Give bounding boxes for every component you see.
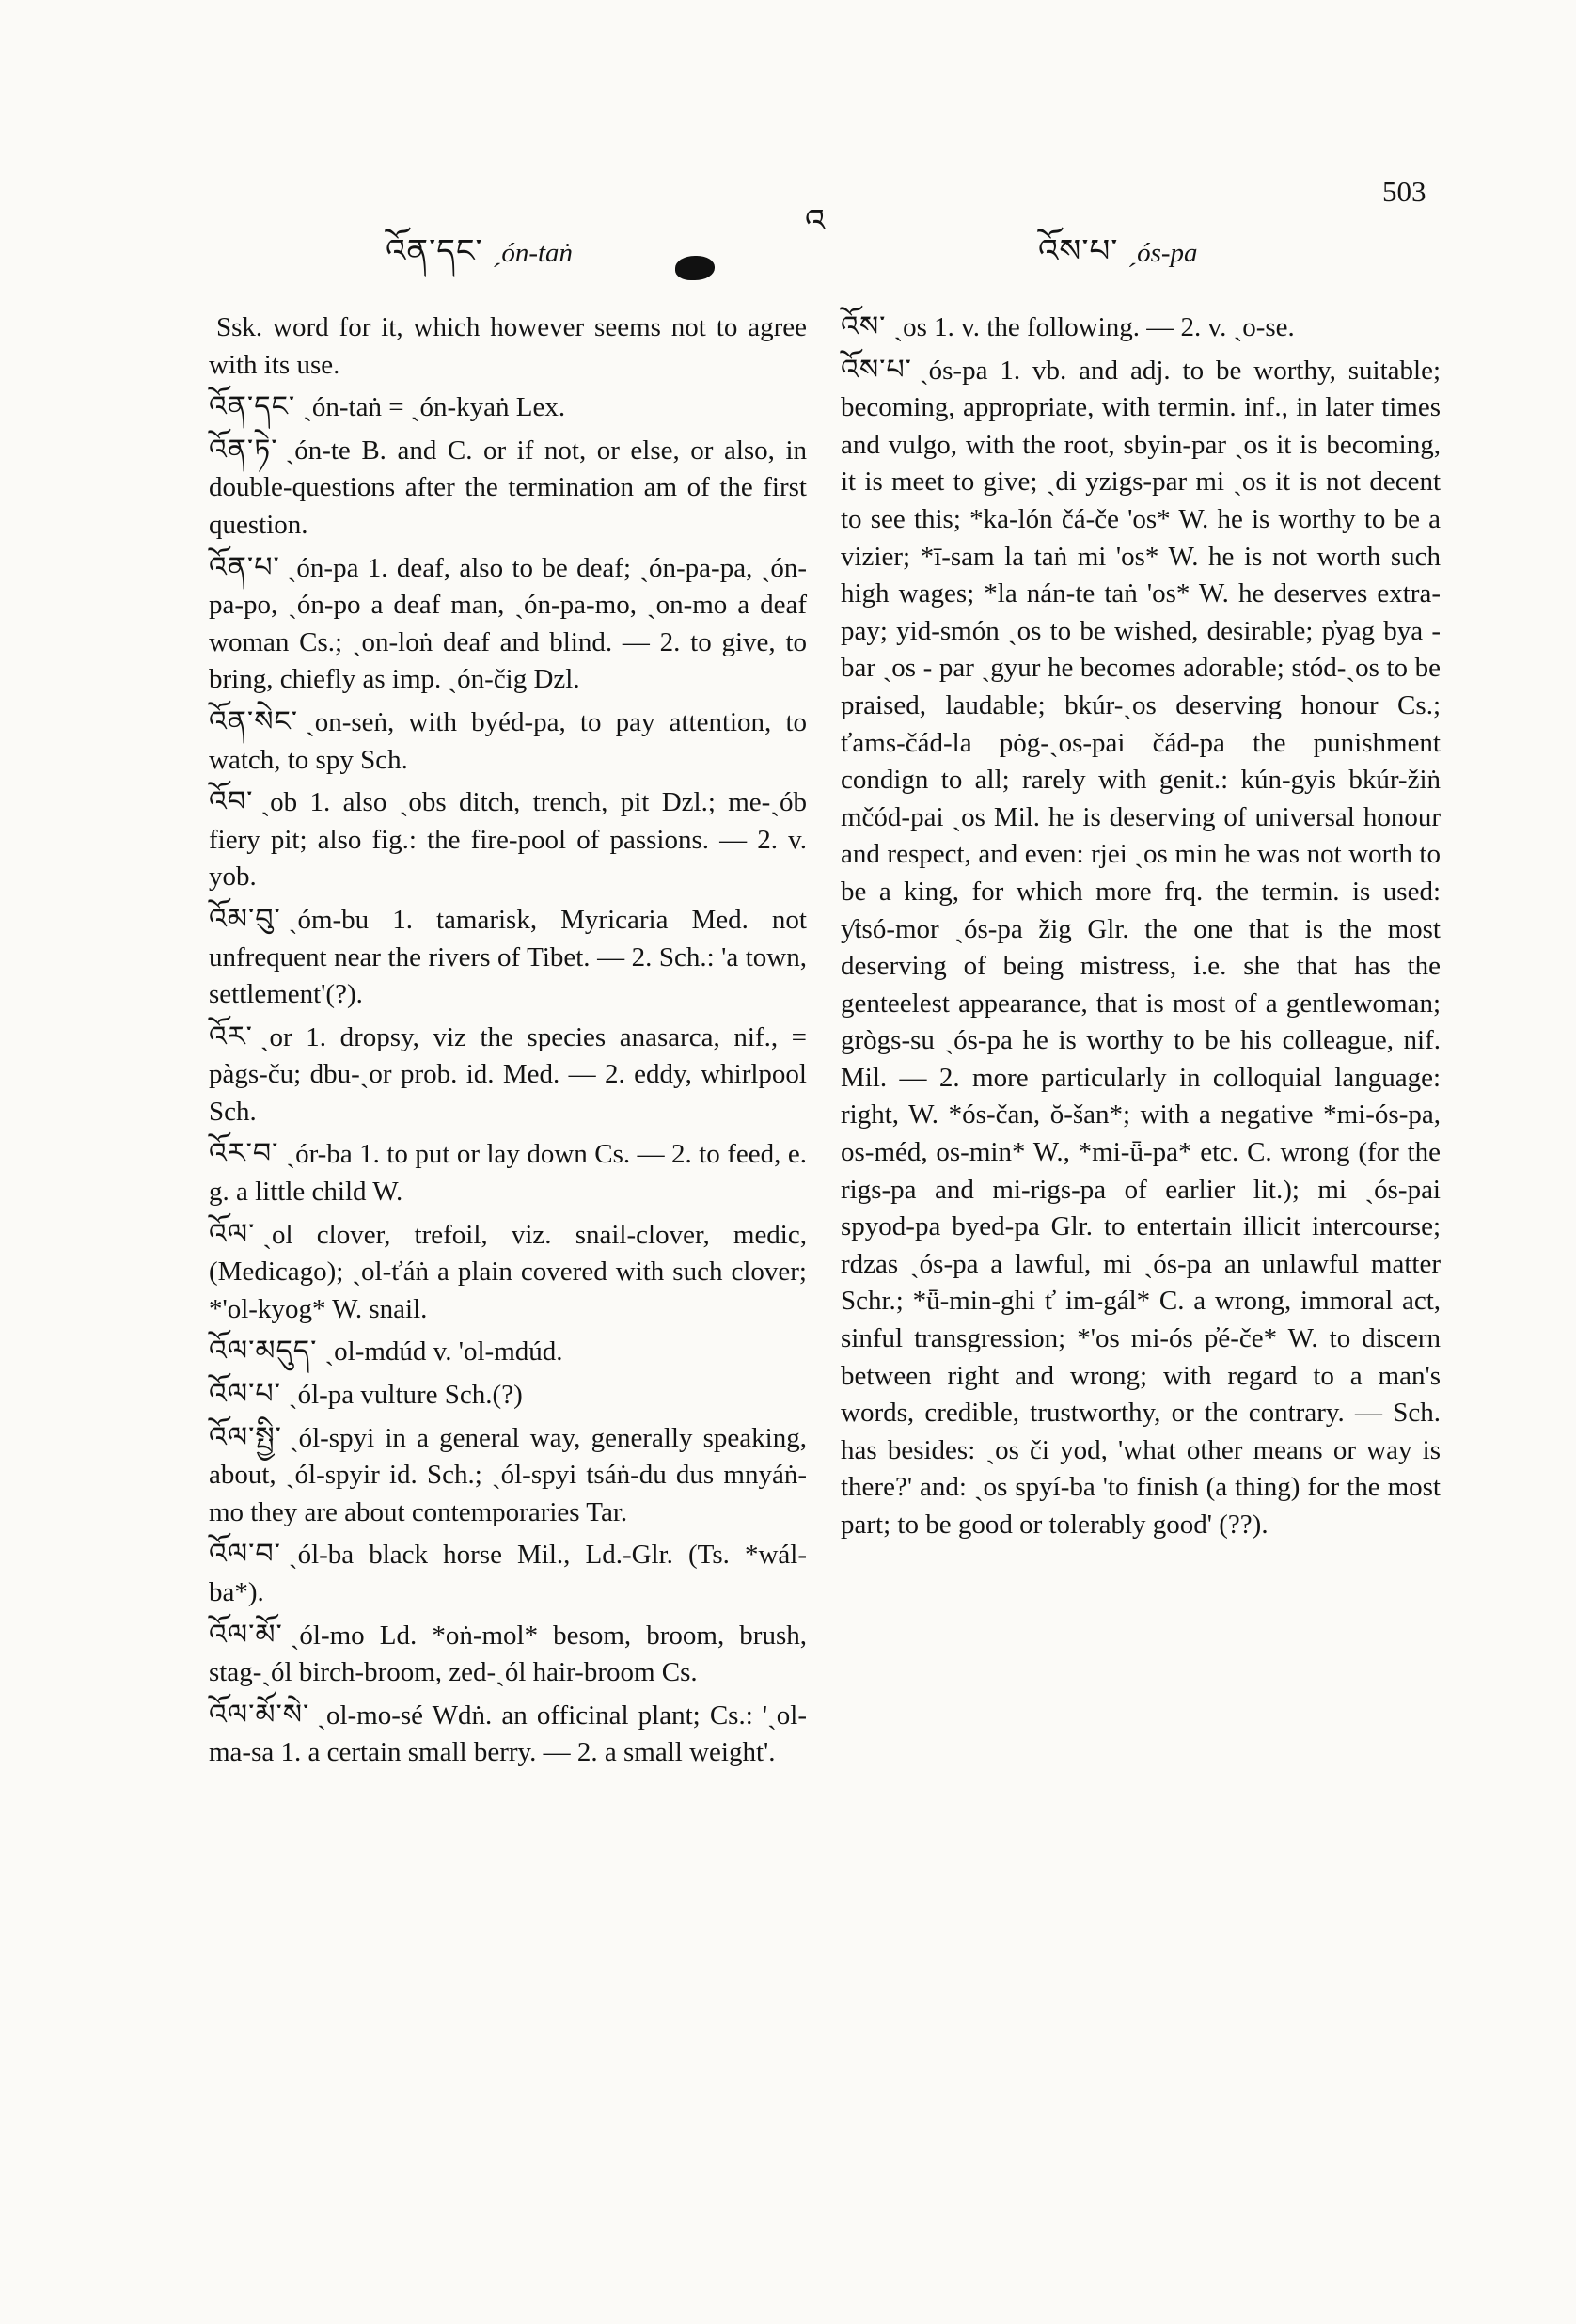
running-head-right-tibetan: འོས་པ་ (1038, 232, 1119, 270)
dictionary-entry (841, 308, 1441, 347)
entry-headword-tibetan: འོལ་མོ་ (209, 1618, 283, 1652)
entry-text: ˏor 1. dropsy, viz the species anasarca, nif., = pàgs-ču; dbu-ˏor prob. id. Med. — 2. eddy, whirlpool Sch. (209, 1021, 807, 1127)
entry-headword-tibetan: འོན་སེང་ (209, 704, 299, 738)
entry-text: ˏós-pa 1. vb. and adj. to be worthy, suitable; becoming, appropriate, with termin. inf., in later times and vulgo, with the root, sbyin-par ˏos it is becoming, it is meet to give; ˏdi yzigs-par mi ˏos it is not decent to see this; *ka-lón čá-če 'os* W. he is worthy to be a vizier; *ī-sam la taṅ mi 'os* W. he is not worth such high wages; *la nán-te taṅ 'os* W. he deserves extra-pay; yid-smón ˏos to be wished, desirable; p̓yag bya - bar ˏos - par ˏgyur he becomes adorable; stód-ˏos to be praised, laudable; bkúr-ˏos deserving honour Cs.; ťams-čád-la pȯg-ˏos-pai čád-pa the punishment condign to all; rarely with genit.: kún-gyis bkúr-žiṅ mčód-pai ˏos Mil. he is deserving of universal honour and respect, and even: rjei ˏos min he was not worth to be a king, for which more frq. the termin. is used: ƴtsó-mor ˏós-pa žig Glr. the one that is the most deserving of being mistress, i.e. she that has the genteelest appearance, that is most of a gentlewoman; grògs-su ˏós-pa he is worthy to be his colleague, nif. Mil. — 2. more particularly in colloquial language: right, W. *ós-čan, ŏ-šan*; with a negative *mi-ós-pa, os-méd, os-min* W., *mi-ǖ-pa* etc. C. wrong (for the rigs-pa and mi-rigs-pa of earlier lit.); mi ˏós-pai spyod-pa byed-pa Glr. to entertain illicit intercourse; rdzas ˏós-pa a lawful, mi ˏós-pa an unlawful matter Schr.; *ǖ-min-ghi ť im-gál* C. a wrong, immoral act, sinful transgression; *'os mi-ós p̓é-če* W. to discern between right and wrong; with regard to a man's words, credible, trustworthy, or the contrary. — Sch. has besides: ˏos či yod, 'what other means or way is there?' and: ˏos spyí-ba 'to finish (a thing) for the most part; to be good or tolerably good' (??). (841, 355, 1441, 1540)
entry-text: ˏón-te B. and C. or if not, or else, or also, in double-questions after the termination am of the first question. (209, 435, 807, 540)
entry-headword-tibetan: འོས་ (841, 310, 887, 343)
entry-headword-tibetan: འོན་ཏེ་ (209, 433, 278, 466)
running-head-middle (805, 184, 835, 275)
running-head-right (1038, 214, 1198, 305)
dictionary-entry (841, 352, 1441, 1544)
page-number: 503 (1382, 175, 1426, 208)
entry-text: ˏos 1. v. the following. — 2. v. ˏo-se. (893, 312, 1295, 342)
left-column (209, 308, 807, 1777)
dictionary-entry (209, 1419, 807, 1532)
entry-headword-tibetan: འོལ་མོ་སེ་ (209, 1698, 310, 1731)
entry-headword-tibetan: འོལ་བ་ (209, 1538, 281, 1572)
entry-text: ˏob 1. also ˏobs ditch, trench, pit Dzl.; me-ˏób fiery pit; also fig.: the fire-pool of passions. — 2. v. yob. (209, 787, 807, 893)
entry-text: ˏon-seṅ, with byéd-pa, to pay attention, to watch, to spy Sch. (209, 706, 807, 775)
entry-text: ˏól-pa vulture Sch.(?) (288, 1380, 523, 1411)
entry-headword-tibetan: འོར་ (209, 1020, 253, 1053)
entry-text: ˏol clover, trefoil, viz. snail-clover, medic, (Medicago); ˏol-ťáṅ a plain covered with such clover; *'ol-kyog* W. snail. (209, 1219, 807, 1324)
running-head-middle-tibetan: འ (805, 202, 827, 240)
entry-text: Ssk. word for it, which however seems not to agree with its use. (209, 312, 807, 380)
running-head-left (386, 214, 573, 305)
dictionary-entry (209, 1216, 807, 1329)
entry-text: ˏól-ba black horse Mil., Ld.-Glr. (Ts. *wál-ba*). (209, 1540, 807, 1607)
entry-headword-tibetan: འོལ་པ་ (209, 1378, 281, 1412)
ink-blot-ornament (675, 256, 715, 280)
entry-text: ˏól-mo Ld. *oṅ-mol* besom, broom, brush, stag-ˏól birch-broom, zed-ˏól hair-broom Cs. (209, 1620, 807, 1688)
entry-headword-tibetan: འོལ་ (209, 1217, 256, 1251)
entry-headword-tibetan: འོལ་སྤྱི་ (209, 1420, 282, 1454)
dictionary-entry (209, 783, 807, 896)
entry-headword-tibetan: འོར་བ་ (209, 1137, 279, 1171)
entry-text: ˏol-mo-sé Wdṅ. an officinal plant; Cs.: 'ˏol-ma-sa 1. a certain small berry. — 2. a small weight'. (209, 1700, 807, 1768)
dictionary-entry (209, 432, 807, 545)
dictionary-entry (209, 1135, 807, 1210)
entry-text: ˏór-ba 1. to put or lay down Cs. — 2. to feed, e. g. a little child W. (209, 1139, 807, 1208)
running-head-left-translit: ˏón-taṅ (492, 238, 574, 268)
entry-text: ˏón-pa 1. deaf, also to be deaf; ˏón-pa-pa, ˏón-pa-po, ˏón-po a deaf man, ˏón-pa-mo, ˏon-mo a deaf woman Cs.; ˏon-loṅ deaf and blind. — 2. to give, to bring, chiefly as imp. ˏón-čig Dzl. (209, 552, 807, 695)
dictionary-entry (209, 308, 807, 384)
dictionary-entry (209, 704, 807, 779)
dictionary-entry (209, 1333, 807, 1371)
entry-text: ˏol-mdúd v. 'ol-mdúd. (324, 1336, 563, 1368)
right-column (841, 308, 1441, 1549)
dictionary-entry (209, 549, 807, 699)
entry-text: ˏóm-bu 1. tamarisk, Myricaria Med. not unfrequent near the rivers of Tibet. — 2. Sch.: 'a town, settlement'(?). (209, 904, 807, 1010)
entry-headword-tibetan: འོམ་བུ་ (209, 902, 281, 936)
entry-headword-tibetan: འོན་པ་ (209, 550, 280, 584)
dictionary-entry (209, 388, 807, 427)
running-head-right-translit: ˏós-pa (1127, 238, 1198, 268)
entry-headword-tibetan: འོབ་ (209, 785, 254, 819)
dictionary-entry (209, 1697, 807, 1772)
entry-headword-tibetan: འོན་དང་ (209, 390, 296, 424)
entry-text: ˏón-taṅ = ˏón-kyaṅ Lex. (303, 392, 566, 423)
dictionary-entry (209, 1019, 807, 1131)
dictionary-entry (209, 1617, 807, 1692)
dictionary-entry (209, 901, 807, 1014)
entry-text: ˏól-spyi in a general way, generally speaking, about, ˏól-spyir id. Sch.; ˏól-spyi tsáṅ-du dus mnyáṅ-mo they are about contemporaries Tar. (209, 1422, 807, 1527)
dictionary-entry (209, 1536, 807, 1611)
dictionary-entry (209, 1376, 807, 1415)
running-head-left-tibetan: འོན་དང་ (386, 232, 483, 270)
entry-headword-tibetan: འོལ་མདུད་ (209, 1335, 318, 1368)
entry-headword-tibetan: འོས་པ་ (841, 353, 912, 387)
